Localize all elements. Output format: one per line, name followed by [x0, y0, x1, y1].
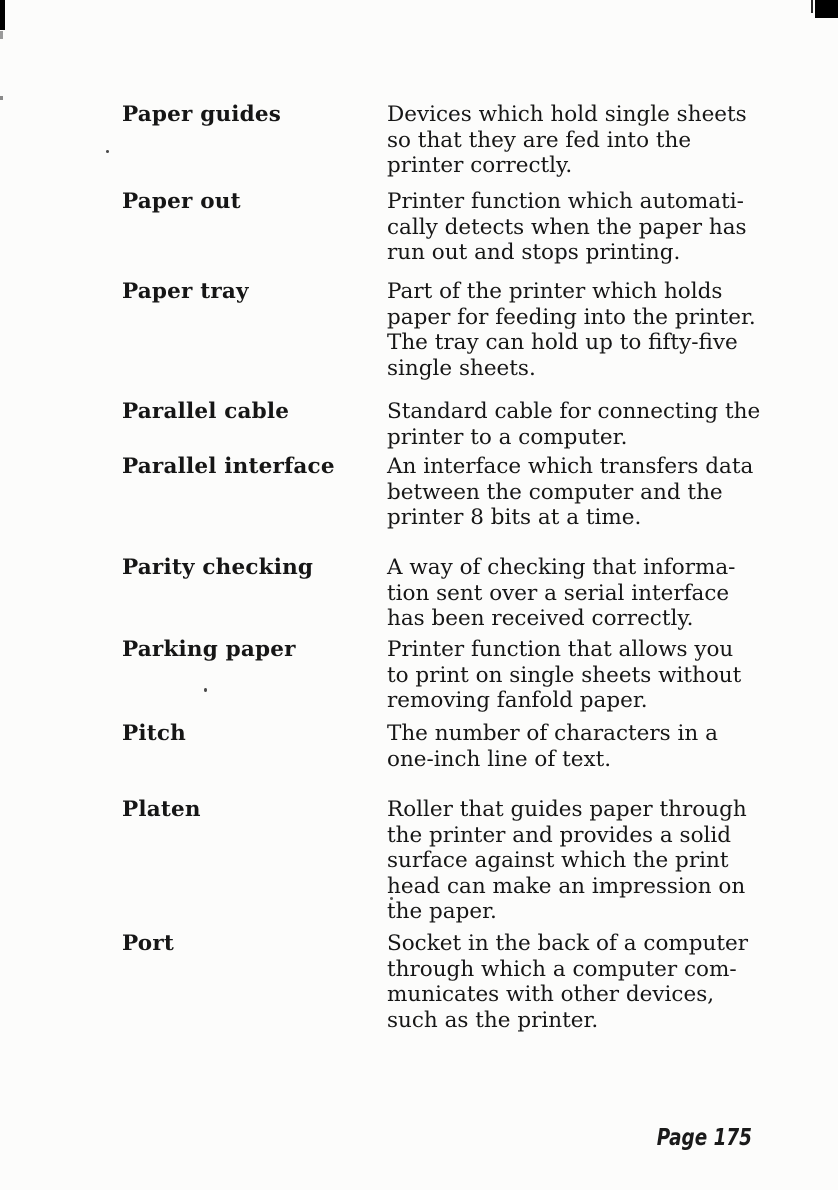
definition-line: run out and stops printing. [387, 240, 681, 265]
definition-line: one-inch line of text. [387, 746, 612, 772]
definition-line: printer to a computer. [387, 424, 628, 450]
definition-line: so that they are fed into the [387, 127, 692, 153]
glossary-entry [122, 637, 772, 714]
glossary-term: Platen [122, 797, 201, 822]
definition-line: The number of characters in a [387, 721, 718, 746]
definition-line: Printer function which automati- [387, 189, 744, 214]
definition-line: the printer and provides a solid [387, 822, 732, 848]
glossary-definition [387, 931, 772, 1033]
definition-line: municates with other devices, [387, 982, 715, 1007]
glossary-definition [387, 102, 772, 179]
glossary-definition [387, 454, 772, 531]
definition-line: paper for feeding into the printer. [387, 304, 756, 330]
definition-line: An interface which transfers data [387, 454, 754, 479]
definition-line: printer correctly. [387, 153, 573, 178]
glossary-term: Parallel interface [122, 454, 335, 479]
scan-artifact-top-right-line [811, 0, 813, 13]
glossary-entry [122, 399, 772, 450]
definition-line: between the computer and the [387, 479, 723, 505]
definition-line: Devices which hold single sheets [387, 102, 747, 127]
definition-line: A way of checking that informa- [387, 555, 736, 580]
glossary-term: Paper tray [122, 279, 249, 304]
definition-line: Standard cable for connecting the [387, 399, 761, 424]
definition-line: cally detects when the paper has [387, 214, 747, 240]
definition-line: printer 8 bits at a time. [387, 505, 642, 530]
definition-line: single sheets. [387, 355, 536, 381]
definition-line: has been received correctly. [387, 606, 694, 631]
scan-speck [106, 150, 109, 153]
glossary-entry [122, 189, 772, 266]
definition-line: to print on single sheets without [387, 662, 742, 688]
definition-line: tion sent over a serial interface [387, 580, 730, 606]
glossary-entry [122, 279, 772, 381]
glossary-entry [122, 454, 772, 531]
glossary-term: Parity checking [122, 555, 314, 580]
definition-line: surface against which the print [387, 848, 729, 873]
glossary-entry [122, 102, 772, 179]
definition-line: Printer function that allows you [387, 637, 734, 662]
page-number: Page 175 [656, 1125, 752, 1151]
glossary-definition [387, 637, 772, 714]
glossary-entry [122, 555, 772, 632]
glossary-definition [387, 797, 772, 925]
glossary-term: Pitch [122, 721, 186, 746]
scan-speck [0, 96, 3, 100]
scan-artifact-top-left-tail [0, 31, 3, 39]
glossary-term: Paper out [122, 189, 241, 214]
definition-line: through which a computer com- [387, 956, 737, 982]
definition-line: Roller that guides paper through [387, 797, 747, 822]
glossary-entry [122, 721, 772, 772]
definition-line: Part of the printer which holds [387, 279, 723, 304]
glossary-definition [387, 279, 772, 381]
definition-line: Socket in the back of a computer [387, 931, 749, 956]
glossary-entry [122, 931, 772, 1033]
definition-line: such as the printer. [387, 1007, 599, 1033]
glossary-entry [122, 797, 772, 925]
glossary-definition [387, 721, 772, 772]
glossary-definition [387, 399, 772, 450]
glossary-term: Paper guides [122, 102, 282, 127]
scan-artifact-top-left [0, 0, 5, 30]
scan-artifact-top-right [815, 0, 838, 18]
glossary-term: Parallel cable [122, 399, 290, 424]
glossary-definition [387, 189, 772, 266]
definition-line: removing fanfold paper. [387, 688, 648, 713]
glossary-term: Port [122, 931, 174, 956]
definition-line: The tray can hold up to fifty-five [387, 330, 738, 355]
definition-line: head can make an impression on [387, 873, 746, 899]
definition-line: the paper. [387, 899, 497, 924]
glossary-definition [387, 555, 772, 632]
glossary-term: Parking paper [122, 637, 296, 662]
